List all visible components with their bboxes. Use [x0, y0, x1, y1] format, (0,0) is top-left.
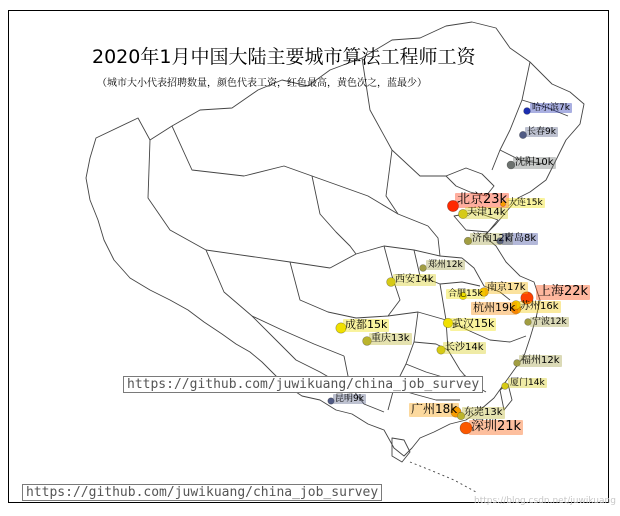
url-banner-bottom[interactable]: https://github.com/juwikuang/china_job_survey	[22, 484, 382, 501]
city-label: 合肥15k	[448, 289, 483, 299]
city-label: 杭州19k	[473, 301, 516, 314]
city-label: 长春9k	[527, 127, 556, 137]
city-label: 郑州12k	[428, 260, 463, 270]
watermark: https://blog.csdn.net/juwikuang	[474, 496, 616, 506]
city-label: 青岛8k	[504, 233, 537, 244]
city-label: 济南12k	[472, 233, 511, 244]
city-label: 昆明9k	[335, 394, 364, 404]
city-label: 福州12k	[521, 355, 560, 366]
city-label: 沈阳10k	[515, 157, 554, 168]
city-label: 大连15k	[508, 198, 543, 208]
city-label: 哈尔滨7k	[532, 103, 570, 113]
city-label: 天津14k	[467, 207, 506, 218]
city-label: 重庆13k	[371, 333, 410, 344]
city-label: 东莞13k	[464, 407, 503, 418]
map-subtitle: （城市大小代表招聘数量，颜色代表工资，红色最高，黄色次之，蓝最少）	[97, 78, 427, 89]
url-banner-top[interactable]: https://github.com/juwikuang/china_job_survey	[123, 376, 483, 393]
city-label: 南京17k	[487, 282, 526, 293]
city-label: 成都15k	[345, 318, 388, 331]
city-label: 武汉15k	[452, 317, 495, 330]
map-title: 2020年1月中国大陆主要城市算法工程师工资	[92, 46, 476, 68]
city-label: 长沙14k	[445, 342, 484, 353]
city-label: 苏州16k	[520, 301, 559, 312]
city-label: 宁波12k	[532, 317, 567, 327]
city-label: 广州18k	[411, 402, 458, 416]
city-label: 深圳21k	[471, 419, 522, 434]
city-label: 厦门14k	[510, 378, 545, 388]
city-label: 上海22k	[538, 284, 589, 299]
city-label: 西安14k	[395, 274, 434, 285]
city-label: 北京23k	[457, 192, 508, 207]
